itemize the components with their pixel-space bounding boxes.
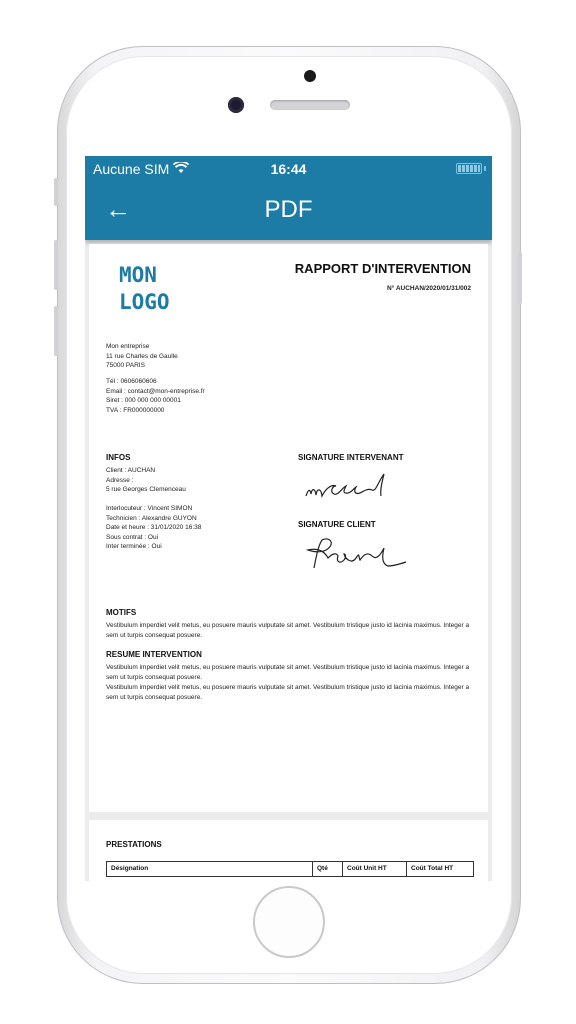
signature-client — [302, 534, 412, 576]
client-address: 5 rue Georges Clemenceau — [106, 486, 186, 494]
resume-text-2: Vestibulum imperdiet velit metus, eu posuere mauris vulputate sit amet. Vestibulum tristique justo id lacinia maximus. Integer a sem ut turpis consequat posuere. — [106, 684, 470, 701]
infos-heading: INFOS — [106, 453, 131, 462]
camera-dot — [304, 70, 316, 82]
prestations-heading: PRESTATIONS — [106, 840, 162, 849]
front-camera — [228, 97, 244, 113]
screen — [85, 156, 492, 881]
nav-bar — [85, 182, 492, 240]
power-button — [518, 252, 522, 304]
infos-client — [106, 466, 186, 495]
table-header-row — [107, 862, 473, 877]
report-number: N° AUCHAN/2020/01/31/002 — [386, 285, 471, 292]
nav-title: PDF — [264, 196, 313, 223]
technician: Technicien : Alexandre GUYON — [106, 514, 197, 522]
under-contract: Sous contrat : Oui — [106, 533, 159, 541]
volume-up-button — [54, 240, 58, 290]
resume-text-1: Vestibulum imperdiet velit metus, eu posuere mauris vulputate sit amet. Vestibulum tristique justo id lacinia maximus. Integer a sem ut turpis consequat posuere. — [106, 664, 470, 681]
carrier-label: Aucune SIM — [93, 161, 170, 177]
status-bar — [85, 156, 492, 182]
battery-tip — [484, 166, 486, 171]
earpiece-speaker — [270, 100, 350, 110]
report-title: RAPPORT D'INTERVENTION — [294, 261, 471, 276]
contact-person: Interlocuteur : Vincent SIMON — [106, 505, 193, 512]
company-logo — [119, 262, 170, 316]
signature-intervenant-heading: SIGNATURE INTERVENANT — [298, 453, 404, 462]
signature-client-heading: SIGNATURE CLIENT — [298, 520, 376, 529]
company-contact — [106, 377, 205, 415]
company-street: 11 rue Charles de Gaulle — [106, 352, 178, 360]
prestations-table — [106, 861, 474, 877]
company-phone: Tél : 0606060606 — [106, 378, 157, 385]
company-tva: TVA : FR000000000 — [106, 406, 165, 414]
col-unit-cost: Coût Unit HT — [343, 862, 407, 876]
mute-switch — [54, 178, 58, 206]
battery-icon — [456, 163, 482, 174]
company-city: 75000 PARIS — [106, 362, 145, 370]
infos-details — [106, 504, 201, 552]
company-name: Mon entreprise — [106, 343, 150, 350]
resume-heading: RESUME INTERVENTION — [106, 650, 202, 659]
pdf-page-2[interactable] — [89, 820, 488, 881]
volume-down-button — [54, 306, 58, 356]
motifs-heading: MOTIFS — [106, 608, 137, 617]
col-total-cost: Coût Total HT — [411, 865, 454, 872]
col-quantity: Qté — [313, 862, 343, 876]
home-button[interactable] — [253, 886, 325, 958]
logo-line-1: MON — [119, 263, 157, 287]
motifs-text: Vestibulum imperdiet velit metus, eu posuere mauris vulputate sit amet. Vestibulum tristique justo id lacinia maximus. Integer a sem ut turpis consequat posuere. — [106, 622, 470, 639]
pdf-page[interactable] — [89, 244, 488, 812]
company-siret: Siret : 000 000 000 00001 — [106, 397, 181, 405]
status-time: 16:44 — [270, 161, 307, 177]
date-time: Date et heure : 31/01/2020 16:38 — [106, 524, 202, 532]
client-name: Client : AUCHAN — [106, 467, 156, 474]
client-address-label: Adresse : — [106, 476, 134, 484]
intervention-done: Inter terminée : Oui — [106, 543, 162, 551]
signature-intervenant — [302, 470, 402, 506]
arrow-left-icon[interactable]: ← — [105, 194, 131, 224]
col-designation: Désignation — [107, 862, 313, 876]
company-email: Email : contact@mon-entreprise.fr — [106, 387, 205, 395]
logo-line-2: LOGO — [119, 290, 170, 314]
company-address — [106, 342, 178, 371]
